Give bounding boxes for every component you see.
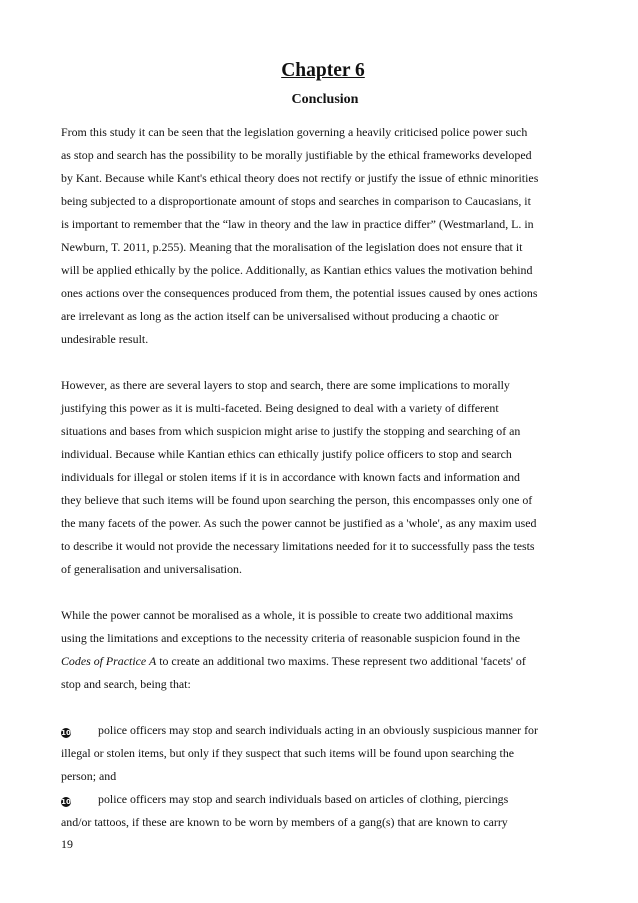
paragraph-3: [61, 604, 581, 696]
chapter-subtitle: Conclusion: [291, 92, 359, 107]
paragraph-line: ones actions over the consequences produced from them, the potential issues caused by ones actions: [61, 286, 538, 300]
paragraph-2: [61, 374, 581, 581]
paragraph-line: justifying this power as it is multi-faceted. Being designed to deal with a variety of different: [61, 401, 499, 415]
paragraph-line: of generalisation and universalisation.: [61, 562, 242, 576]
paragraph-line: While the power cannot be moralised as a whole, it is possible to create two additional maxims: [61, 608, 514, 622]
paragraph-line: is important to remember that the “law in theory and the law in practice differ” (Westmarland, L. in: [61, 217, 534, 231]
paragraph-line-rest: to create an additional two maxims. These represent two additional 'facets' of: [156, 654, 526, 668]
paragraph-line: using the limitations and exceptions to the necessity criteria of reasonable suspicion found in the: [61, 631, 520, 645]
bullet-list: [61, 719, 581, 834]
paragraph-line: individuals for illegal or stolen items if it is in accordance with known facts and information and: [61, 470, 520, 484]
paragraph-line: [61, 650, 581, 673]
paragraph-line: to describe it would not provide the necessary limitations needed for it to successfully pass the tests: [61, 539, 535, 553]
paragraph-line: as stop and search has the possibility to be morally justifiable by the ethical frameworks developed: [61, 148, 532, 162]
paragraph-line: individual. Because while Kantian ethics can ethically justify police officers to stop and search: [61, 447, 512, 461]
paragraph-line: being subjected to a disproportionate amount of stops and searches in comparison to Caucasians, it: [61, 194, 531, 208]
paragraph-line: From this study it can be seen that the legislation governing a heavily criticised police power such: [61, 125, 528, 139]
paragraph-line: by Kant. Because while Kant's ethical theory does not rectify or justify the issue of ethnic minorities: [61, 171, 539, 185]
page-number: 19: [61, 837, 73, 851]
paragraph-1: [61, 121, 581, 351]
paragraph-gap: [61, 581, 581, 604]
body-text: [61, 121, 581, 834]
paragraph-line: undesirable result.: [61, 332, 149, 346]
paragraph-line: the many facets of the power. As such the power cannot be justified as a 'whole', as any maxim used: [61, 516, 537, 530]
chapter-title: Chapter 6: [281, 60, 365, 81]
bullet-continuation: person; and: [61, 769, 117, 783]
bullet-item: [61, 719, 581, 742]
paragraph-line: stop and search, being that:: [61, 677, 191, 691]
paragraph-line: are irrelevant as long as the action itself can be universalised without producing a chaotic or: [61, 309, 499, 323]
paragraph-line: Newburn, T. 2011, p.255). Meaning that the moralisation of the legislation does not ensure that it: [61, 240, 523, 254]
paragraph-line: situations and bases from which suspicion might arise to justify the stopping and searching of an: [61, 424, 521, 438]
paragraph-line: However, as there are several layers to stop and search, there are some implications to morally: [61, 378, 510, 392]
bullet-continuation: and/or tattoos, if these are known to be worn by members of a gang(s) that are known to carry: [61, 815, 508, 829]
numbered-bullet-icon: 10: [61, 798, 71, 806]
bullet-text: police officers may stop and search individuals based on articles of clothing, piercings: [98, 792, 509, 806]
codes-of-practice-reference: Codes of Practice A: [61, 654, 157, 668]
bullet-text: police officers may stop and search individuals acting in an obviously suspicious manner for: [98, 723, 538, 737]
bullet-continuation: illegal or stolen items, but only if they suspect that such items will be found upon searching the: [61, 746, 515, 760]
paragraph-line: they believe that such items will be found upon searching the person, this encompasses only one of: [61, 493, 533, 507]
paragraph-line: will be applied ethically by the police. Additionally, as Kantian ethics values the motivation behind: [61, 263, 533, 277]
paragraph-gap: [61, 696, 581, 719]
numbered-bullet-icon: 10: [61, 729, 71, 737]
bullet-item: [61, 788, 581, 811]
paragraph-gap: [61, 351, 581, 374]
